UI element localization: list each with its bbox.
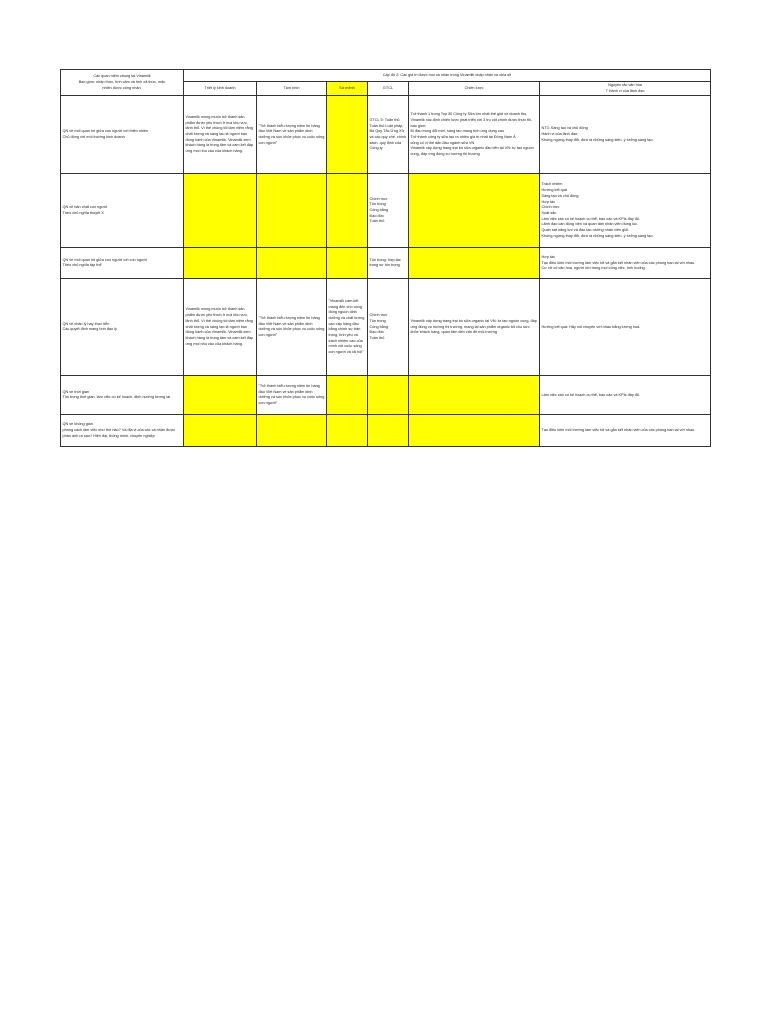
col-header-philosophy: Triết lý kinh doanh — [184, 82, 257, 96]
cell-mission — [327, 174, 368, 248]
cell-core-values: GTCL 5: Tuân thủ Tuân thủ Luật pháp, Bộ Quy Tắc Ứng Xử và các quy chế, chính sách, quy định của Công ty. — [368, 96, 409, 174]
cell-vision — [257, 174, 327, 248]
culture-matrix-table — [60, 69, 711, 447]
cell-philosophy — [184, 248, 257, 279]
row-label-relationships: QN về mối quan hệ giữa con người với con người Theo chủ nghĩa tập thể — [61, 248, 184, 279]
cell-core-values — [368, 415, 409, 447]
cell-strategy — [409, 174, 540, 248]
row-label-truth: QN về chân lý hay thực tiễn Các quyết định mang tính đạo lý — [61, 279, 184, 376]
cell-culture-principles: Trách nhiệm Hướng kết quả Sáng tạo và chủ động Hợp tác Chính trực Xuất sắc Làm việc cần có kế hoạch cụ thể, báo cáo và KPIs đầy đủ. Lãnh đạo cần động viên và quan tâm nhân viên đúng lúc. Quan sát năng lực và đào tạo những nhân viên giỏi. Không ngừng thay đổi, đưa ra những sáng kiến, ý tưởng sáng tạo. — [540, 174, 711, 248]
col-header-core-values: GTCL — [368, 82, 409, 96]
cell-mission — [327, 96, 368, 174]
cell-culture-principles: Làm việc cần có kế hoạch cụ thể, báo cáo và KPIs đầy đủ. — [540, 376, 711, 415]
cell-philosophy — [184, 376, 257, 415]
cell-mission — [327, 248, 368, 279]
col-header-mission: Sứ mệnh — [327, 82, 368, 96]
cell-core-values — [368, 376, 409, 415]
cell-philosophy: Vinamilk mong muốn trở thành sản phẩm được yêu thích ở mọi khu vực, lãnh thổ. Vì thế chúng tôi tâm niệm rằng chất lượng và sáng tạo là người bạn đồng hành của Vinamilk. Vinamilk xem khách hàng là trung tâm và cam kết đáp ứng mọi nhu cầu của khách hàng. — [184, 279, 257, 376]
cell-mission — [327, 376, 368, 415]
cell-strategy — [409, 415, 540, 447]
cell-philosophy — [184, 415, 257, 447]
col-header-vision: Tầm nhìn — [257, 82, 327, 96]
row-label-time: QN về thời gian Tôn trọng thời gian, làm việc có kế hoạch, định hướng tương lai — [61, 376, 184, 415]
row-label-human-nature: QN về bản chất con người Theo chủ nghĩa thuyết X — [61, 174, 184, 248]
cell-core-values: Chính trực Tôn trọng Công bằng Đạo đức Tuân thủ — [368, 174, 409, 248]
col-header-strategy: Chiến lược — [409, 82, 540, 96]
col-header-culture-principles: Nguyên tắc văn hóa 7 Hành vi của lãnh đạo — [540, 82, 711, 96]
header-level2: Cấp độ 2: Các giá trị được mọi cá nhân trong Vinamilk chấp nhận và chia sẻ — [184, 70, 711, 82]
cell-mission — [327, 415, 368, 447]
header-corner: Các quan niệm chung tại Vinamilk Bao gồm: nhận thức, tình cảm và tình xã thức, mặc nhiên được công nhận. — [61, 70, 184, 96]
cell-strategy: Trở thành 1 trong Top 30 Công ty Sữa lớn nhất thế giới về doanh thu, Vinamilk xác định chiến lược phát triển với 3 trụ cột chính được thực thi, bao gồm: Đi đầu trong đổi mới, sáng tạo mang tính ứng dụng cao Trở thành công ty sữa tạo ra nhiều giá trị nhất tại Đông Nam Á củng cố vị thế dẫn đầu ngành sữa VN Vinamilk xây dựng trang trại bò sữa organic đầu tiên tại VN: tự tạo nguồn cung, đáp ứng đúng xu hướng thị trường — [409, 96, 540, 174]
cell-core-values: Chính trực Tôn trọng Công bằng Đạo đức Tuân thủ — [368, 279, 409, 376]
cell-strategy: Vinamilk xây dựng trang trại bò sữa organic tại VN: tự tạo nguồn cung, đáp ứng đúng xu hướng thị trường, mang lại sản phẩm organic tốt cho sức khỏe khách hàng, quan tâm đến vấn đề môi trường — [409, 279, 540, 376]
cell-core-values: Tôn trọng: hợp tác trong sự tôn trọng — [368, 248, 409, 279]
cell-vision: "Trở thành biểu tượng niềm tin hàng đầu Việt Nam về sản phẩm dinh dưỡng và sức khỏe phục vụ cuộc sống con người" — [257, 279, 327, 376]
cell-culture-principles: NT3: Sáng tạo và chủ động Hành vi của lãnh đạo: Không ngừng thay đổi, đưa ra những sáng kiến, ý tưởng sáng tạo. — [540, 96, 711, 174]
cell-culture-principles: Hợp tác Tạo điều kiện môi trường làm việc tốt và gắn kết nhân viên của các phòng ban lại với nhau. Cư xử có văn hoá, người lớn trong mọi công việc, tình huống. — [540, 248, 711, 279]
cell-philosophy: Vinamilk mong muốn trở thành sản phẩm được yêu thích ở mọi khu vực, lãnh thổ. Vì thế chúng tôi tâm niệm rằng chất lượng và sáng tạo là người bạn đồng hành của Vinamilk. Vinamilk xem khách hàng là trung tâm và cam kết đáp ứng mọi nhu cầu của khách hàng. — [184, 96, 257, 174]
cell-culture-principles: Tạo điều kiện môi trường làm việc tốt và gắn kết nhân viên của các phòng ban lại với nhau. — [540, 415, 711, 447]
cell-vision — [257, 248, 327, 279]
cell-philosophy — [184, 174, 257, 248]
cell-mission: "Vinamilk cam kết mang đến cho cộng đồng nguồn dinh dưỡng và chất lượng cao cấp hàng đầu bằng chính sự trân trọng, tình yêu và trách nhiệm cao của mình với cuộc sống con người và xã hội" — [327, 279, 368, 376]
cell-vision — [257, 415, 327, 447]
cell-culture-principles: Hướng kết quả: Hãy nói chuyện với nhau bằng lượng hoá. — [540, 279, 711, 376]
cell-strategy — [409, 248, 540, 279]
row-label-nature: QN về mối quan hệ giữa con người với thiên nhiên Chủ động với môi trường kinh doanh — [61, 96, 184, 174]
cell-vision: "Trở thành biểu tượng niềm tin hàng đầu Việt Nam về sản phẩm dinh dưỡng và sức khỏe phục vụ cuộc sống con người" — [257, 376, 327, 415]
row-label-space: QN về không gian phong cách làm việc như thế nào? Và địa vị của các cá nhân được phản ánh ra sao? Hiện đại, thông minh, chuyên nghiệp — [61, 415, 184, 447]
cell-strategy — [409, 376, 540, 415]
cell-vision: "Trở thành biểu tượng niềm tin hàng đầu Việt Nam về sản phẩm dinh dưỡng và sức khỏe phục vụ cuộc sống con người" — [257, 96, 327, 174]
